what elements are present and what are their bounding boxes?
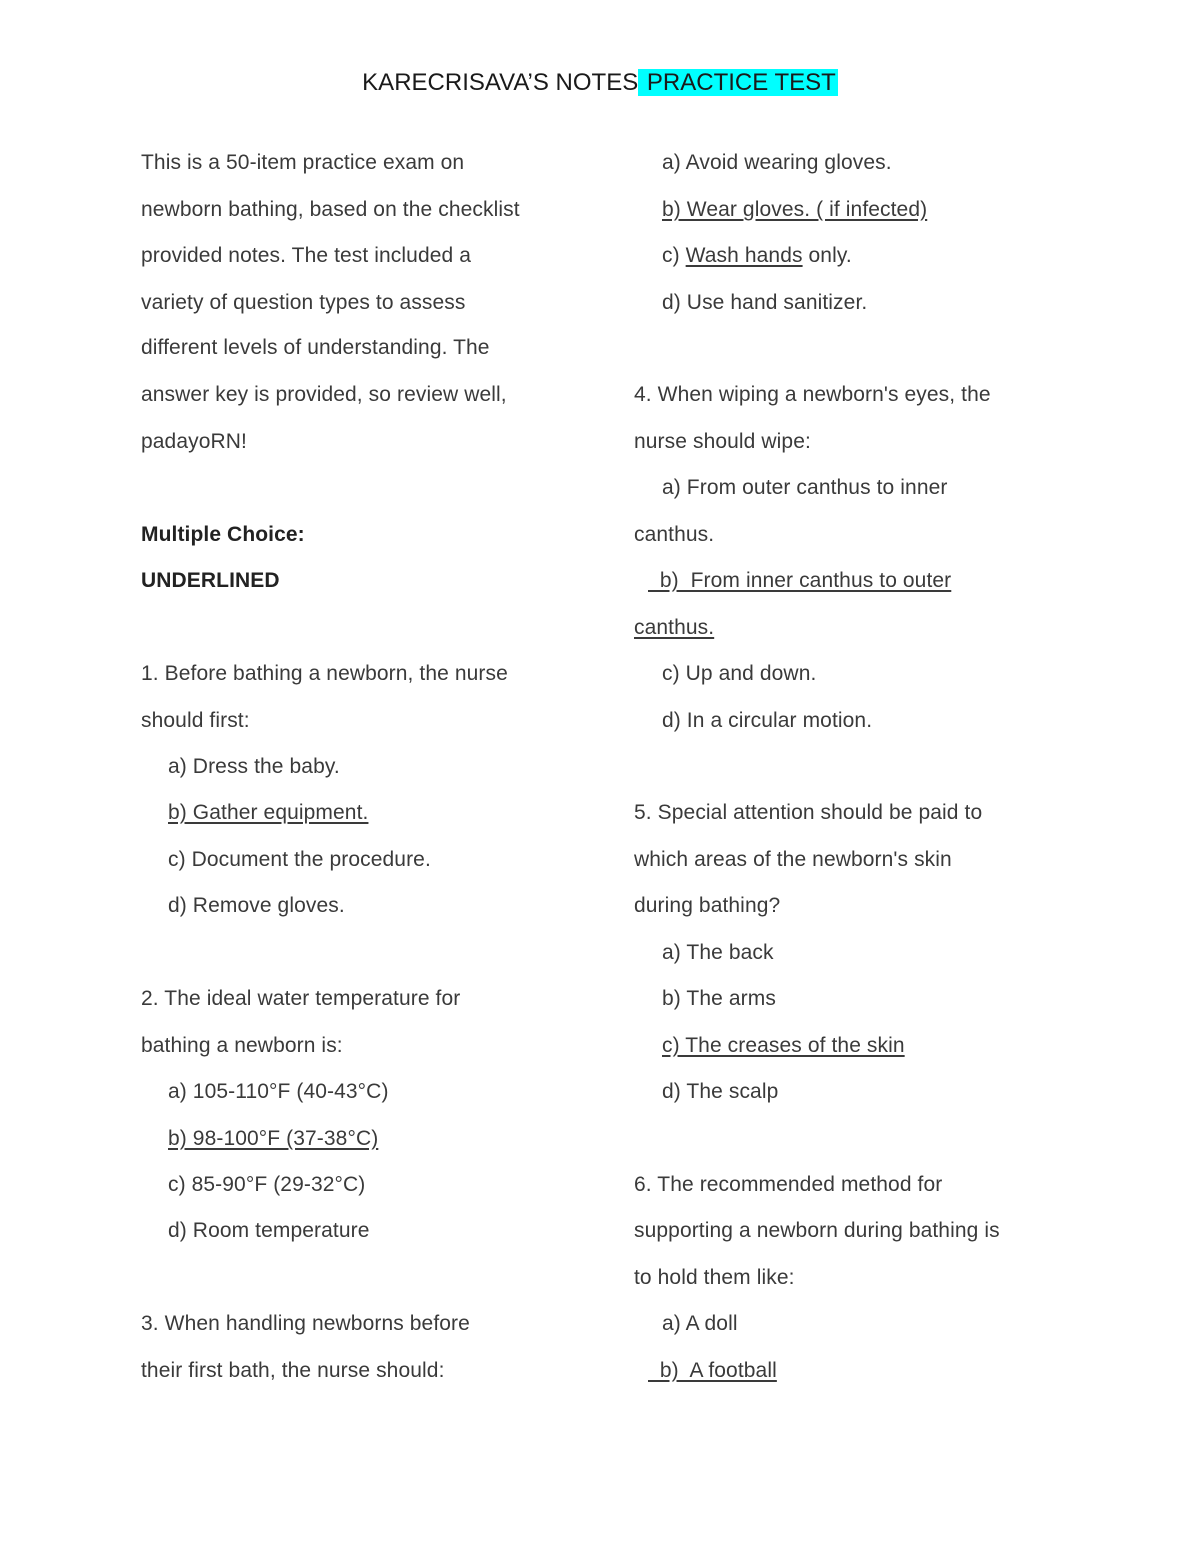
q6-stem: to hold them like: xyxy=(634,1266,795,1289)
q3-option-c xyxy=(662,242,852,270)
q4-option-b-answer: b) From inner canthus to outer xyxy=(648,569,952,592)
q4-option-a: a) From outer canthus to inner xyxy=(662,476,948,499)
q1-option-b-answer: b) Gather equipment. xyxy=(168,801,369,824)
q1-stem: 1. Before bathing a newborn, the nurse xyxy=(141,662,508,685)
q1-stem: should first: xyxy=(141,709,250,732)
q6-stem: supporting a newborn during bathing is xyxy=(634,1219,1000,1242)
q4-stem: nurse should wipe: xyxy=(634,430,811,453)
intro-line: answer key is provided, so review well, xyxy=(141,383,507,406)
q2-option-d: d) Room temperature xyxy=(168,1219,370,1242)
intro-line: different levels of understanding. The xyxy=(141,336,490,359)
q3-option-b-answer: b) Wear gloves. ( if infected) xyxy=(662,198,928,221)
q5-option-b: b) The arms xyxy=(662,987,776,1010)
intro-line: newborn bathing, based on the checklist xyxy=(141,198,520,221)
intro-line: This is a 50-item practice exam on xyxy=(141,151,465,174)
intro-line: variety of question types to assess xyxy=(141,291,466,314)
q3-option-a: a) Avoid wearing gloves. xyxy=(662,151,892,174)
q1-option-c: c) Document the procedure. xyxy=(168,848,431,871)
q2-option-c: c) 85-90°F (29-32°C) xyxy=(168,1173,366,1196)
q3-option-c-label: c) xyxy=(662,244,686,267)
q3-option-c-underlined: Wash hands xyxy=(685,244,803,267)
q3-stem: their first bath, the nurse should: xyxy=(141,1359,445,1382)
q4-option-a-cont: canthus. xyxy=(634,523,715,546)
q2-stem: bathing a newborn is: xyxy=(141,1034,343,1057)
q5-stem: during bathing? xyxy=(634,894,781,917)
q4-option-c: c) Up and down. xyxy=(662,662,817,685)
q5-option-c-answer: c) The creases of the skin xyxy=(662,1034,905,1057)
q6-option-a: a) A doll xyxy=(662,1312,738,1335)
header-highlight: PRACTICE TEST xyxy=(640,69,836,96)
q6-stem: 6. The recommended method for xyxy=(634,1173,943,1196)
q4-option-b-answer-cont: canthus. xyxy=(634,616,715,639)
q3-option-c-rest: only. xyxy=(802,244,852,267)
q2-option-a: a) 105-110°F (40-43°C) xyxy=(168,1080,389,1103)
intro-line: padayoRN! xyxy=(141,430,247,453)
q4-stem: 4. When wiping a newborn's eyes, the xyxy=(634,383,991,406)
q1-option-a: a) Dress the baby. xyxy=(168,755,340,778)
q3-stem: 3. When handling newborns before xyxy=(141,1312,470,1335)
q2-stem: 2. The ideal water temperature for xyxy=(141,987,461,1010)
header-title: KARECRISAVA’S NOTES xyxy=(362,69,639,96)
section-subtitle: UNDERLINED xyxy=(141,569,280,592)
q5-option-d: d) The scalp xyxy=(662,1080,779,1103)
page-header xyxy=(0,68,1200,98)
q5-stem: which areas of the newborn's skin xyxy=(634,848,952,871)
intro-line: provided notes. The test included a xyxy=(141,244,471,267)
q5-option-a: a) The back xyxy=(662,941,774,964)
q6-option-b-answer: b) A football xyxy=(648,1359,777,1382)
q2-option-b-answer: b) 98-100°F (37-38°C) xyxy=(168,1127,379,1150)
q3-option-d: d) Use hand sanitizer. xyxy=(662,291,868,314)
q1-option-d: d) Remove gloves. xyxy=(168,894,345,917)
q4-option-d: d) In a circular motion. xyxy=(662,709,873,732)
q5-stem: 5. Special attention should be paid to xyxy=(634,801,983,824)
section-title: Multiple Choice: xyxy=(141,523,305,546)
